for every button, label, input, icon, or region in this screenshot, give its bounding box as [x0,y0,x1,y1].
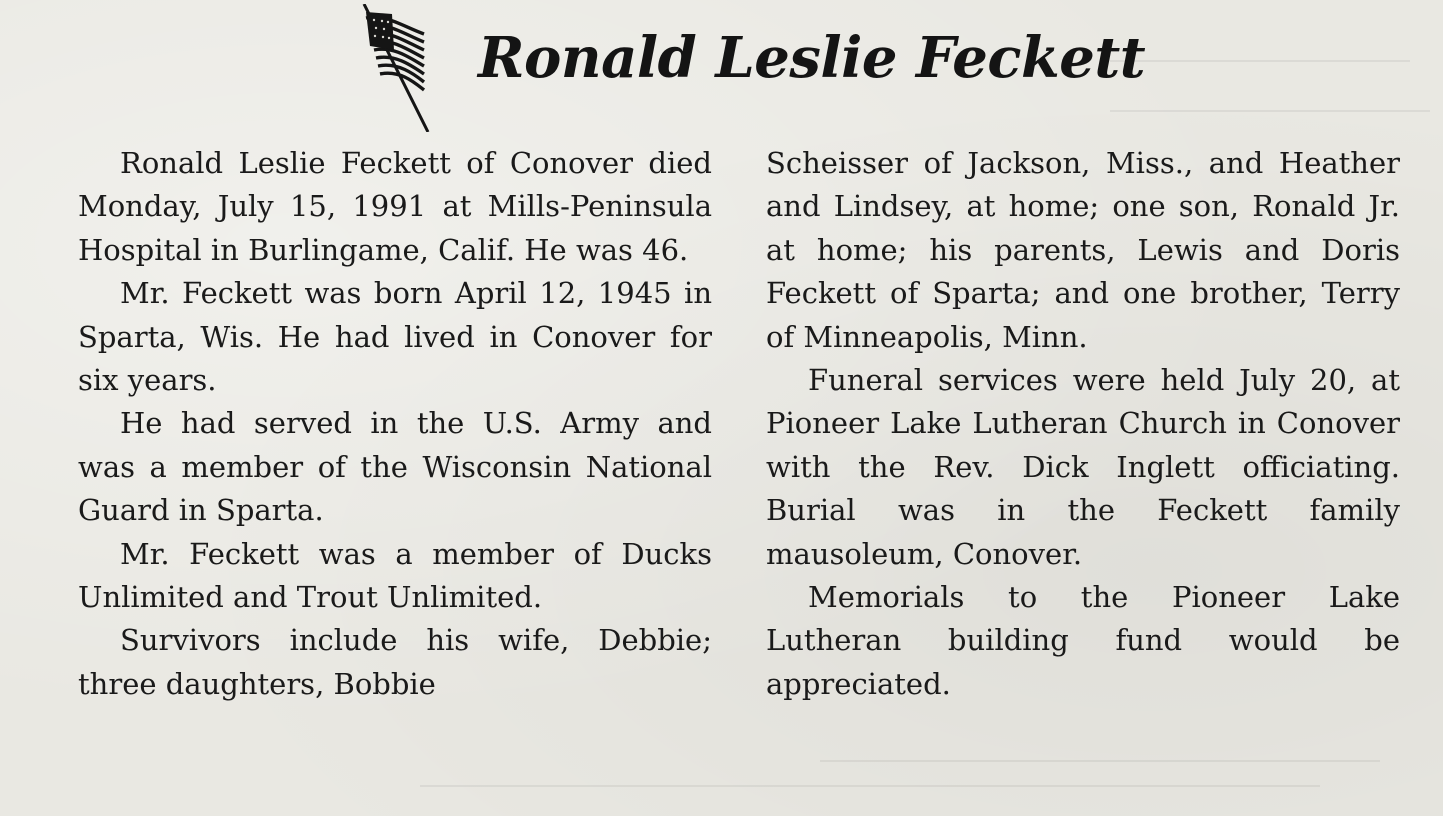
paragraph: He had served in the U.S. Army and was a member of the Wisconsin National Guard in Sparta. [78,406,712,528]
paragraph: Mr. Feckett was a member of Ducks Unlimited and Trout Unlimited. [78,536,712,615]
paragraph: Scheisser of Jackson, Miss., and Heather and Lindsey, at home; one son, Ronald Jr. at home; his parents, Lewis and Doris Feckett of Sparta; and one brother, Terry of Minneapolis, Minn. [766,146,1400,354]
paragraph: Mr. Feckett was born April 12, 1945 in Sparta, Wis. He had lived in Conover for six years. [78,276,712,398]
right-column [766,142,1400,706]
left-column [78,142,712,706]
article-title: Ronald Leslie Feckett [478,25,1146,91]
paragraph: Memorials to the Pioneer Lake Lutheran building fund would be appreciated. [766,580,1400,701]
paragraph: Survivors include his wife, Debbie; three daughters, Bobbie [78,623,712,701]
american-flag-icon [358,4,434,132]
paragraph: Funeral services were held July 20, at Pioneer Lake Lutheran Church in Conover with the Rev. Dick Inglett officiating. Burial was in the Feckett family mausoleum, Conover. [766,363,1400,571]
paragraph: Ronald Leslie Feckett of Conover died Monday, July 15, 1991 at Mills-Peninsula Hospital in Burlingame, Calif. He was 46. [78,146,712,267]
